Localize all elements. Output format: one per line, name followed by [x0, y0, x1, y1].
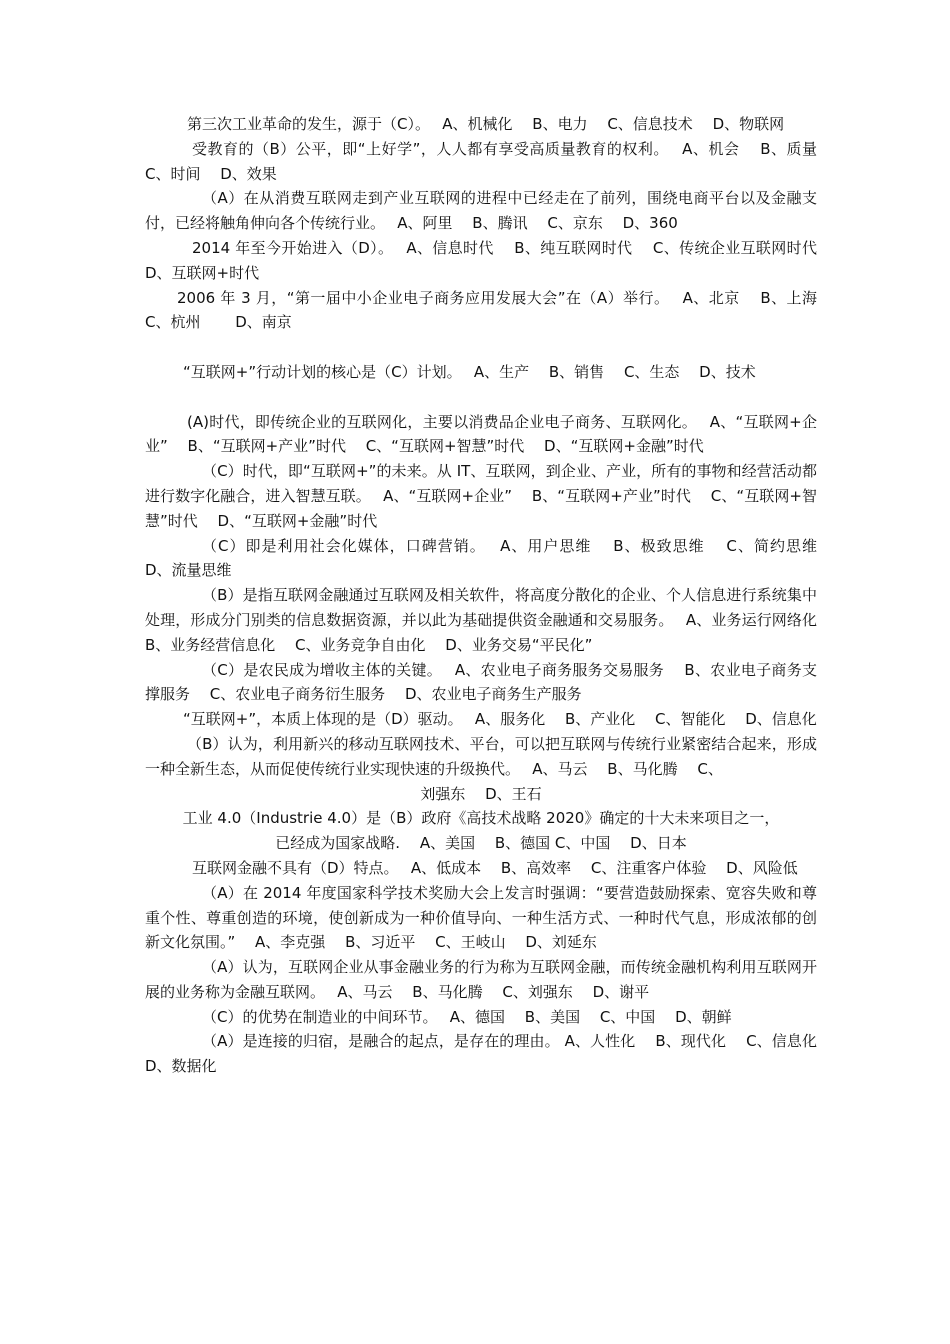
question-3: （A）在从消费互联网走到产业互联网的进程中已经走在了前列，围绕电商平台以及金融支付，已经将触角伸向各个传统行业。 A、阿里 B、腾讯 C、京东 D、360: [145, 189, 817, 233]
question-2: 受教育的（B）公平，即“上好学”，人人都有享受高质量教育的权利。 A、机会 B、质量 C、时间 D、效果: [145, 139, 837, 183]
question-19: （A）是连接的归宿，是融合的起点，是存在的理由。 A、人性化 B、现代化 C、信息化 D、数据化: [145, 1032, 837, 1076]
question-11: （C）是农民成为增收主体的关键。 A、农业电子商务服务交易服务 B、农业电子商务支撑服务 C、农业电子商务衍生服务 D、农业电子商务生产服务: [145, 660, 817, 704]
document-page: [145, 112, 852, 1079]
question-1: 第三次工业革命的发生，源于（C）。 A、机械化 B、电力 C、信息技术 D、物联网: [187, 115, 785, 133]
question-14-continued: 已经成为国家战略. A、美国 B、德国 C、中国 D、日本: [275, 834, 687, 853]
question-10: （B）是指互联网金融通过互联网及相关软件，将高度分散化的企业、个人信息进行系统集中处理，形成分门别类的信息数据资源，并以此为基础提供资金融通和交易服务。 A、业务运行网络化 B、业务经营信息化 C、业务竞争自由化 D、业务交易“平民化”: [145, 586, 837, 654]
question-16: （A）在 2014 年度国家科学技术奖励大会上发言时强调：“要营造鼓励探索、宽容失败和尊重个性、尊重创造的环境，使创新成为一种价值导向、一种生活方式、一种时代气息，形成浓郁的创新文化氛围。” A、李克强 B、习近平 C、王岐山 D、刘延东: [145, 883, 817, 952]
question-17: （A）认为，互联网企业从事金融业务的行为称为互联网金融，而传统金融机构利用互联网开展的业务称为金融互联网。 A、马云 B、马化腾 C、刘强东 D、谢平: [145, 958, 817, 1001]
question-5: 2006 年 3 月，“第一届中小企业电子商务应用发展大会”在（A）举行。 A、北京 B、上海 C、杭州 D、南京: [145, 288, 852, 332]
question-15: 互联网金融不具有（D）特点。 A、低成本 B、高效率 C、注重客户体验 D、风险低: [192, 858, 798, 877]
question-18: （C）的优势在制造业的中间环节。 A、德国 B、美国 C、中国 D、朝鲜: [202, 1007, 732, 1026]
question-12: “互联网+”，本质上体现的是（D）驱动。 A、服务化 B、产业化 C、智能化 D、信息化: [183, 710, 817, 729]
question-4: 2014 年至今开始进入（D）。 A、信息时代 B、纯互联网时代 C、传统企业互联网时代 D、互联网+时代: [145, 238, 837, 282]
question-13: （B）认为，利用新兴的移动互联网技术、平台，可以把互联网与传统行业紧密结合起来，形成一种全新生态，从而促使传统行业实现快速的升级换代。 A、马云 B、马化腾 C、: [145, 734, 817, 778]
question-6: “互联网+”行动计划的核心是（C）计划。 A、生产 B、销售 C、生态 D、技术: [183, 362, 756, 381]
question-9: （C）即是利用社会化媒体，口碑营销。 A、用户思维 B、极致思维 C、简约思维 D、流量思维: [145, 536, 837, 580]
question-13-continued: 刘强东 D、王石: [420, 784, 542, 803]
question-14: 工业 4.0（Industrie 4.0）是（B）政府《高技术战略 2020》确定的十大未来项目之一，: [182, 809, 780, 828]
question-8: （C）时代，即“互联网+”的未来。从 IT、互联网，到企业、产业，所有的事物和经营活动都进行数字化融合，进入智慧互联。 A、“互联网+企业” B、“互联网+产业”时代 C、“互联网+智慧”时代 D、“互联网+金融”时代: [145, 462, 817, 530]
question-7: (A)时代，即传统企业的互联网化，主要以消费品企业电子商务、互联网化。 A、“互联网+企业” B、“互联网+产业”时代 C、“互联网+智慧”时代 D、“互联网+金融”时代: [145, 412, 817, 456]
